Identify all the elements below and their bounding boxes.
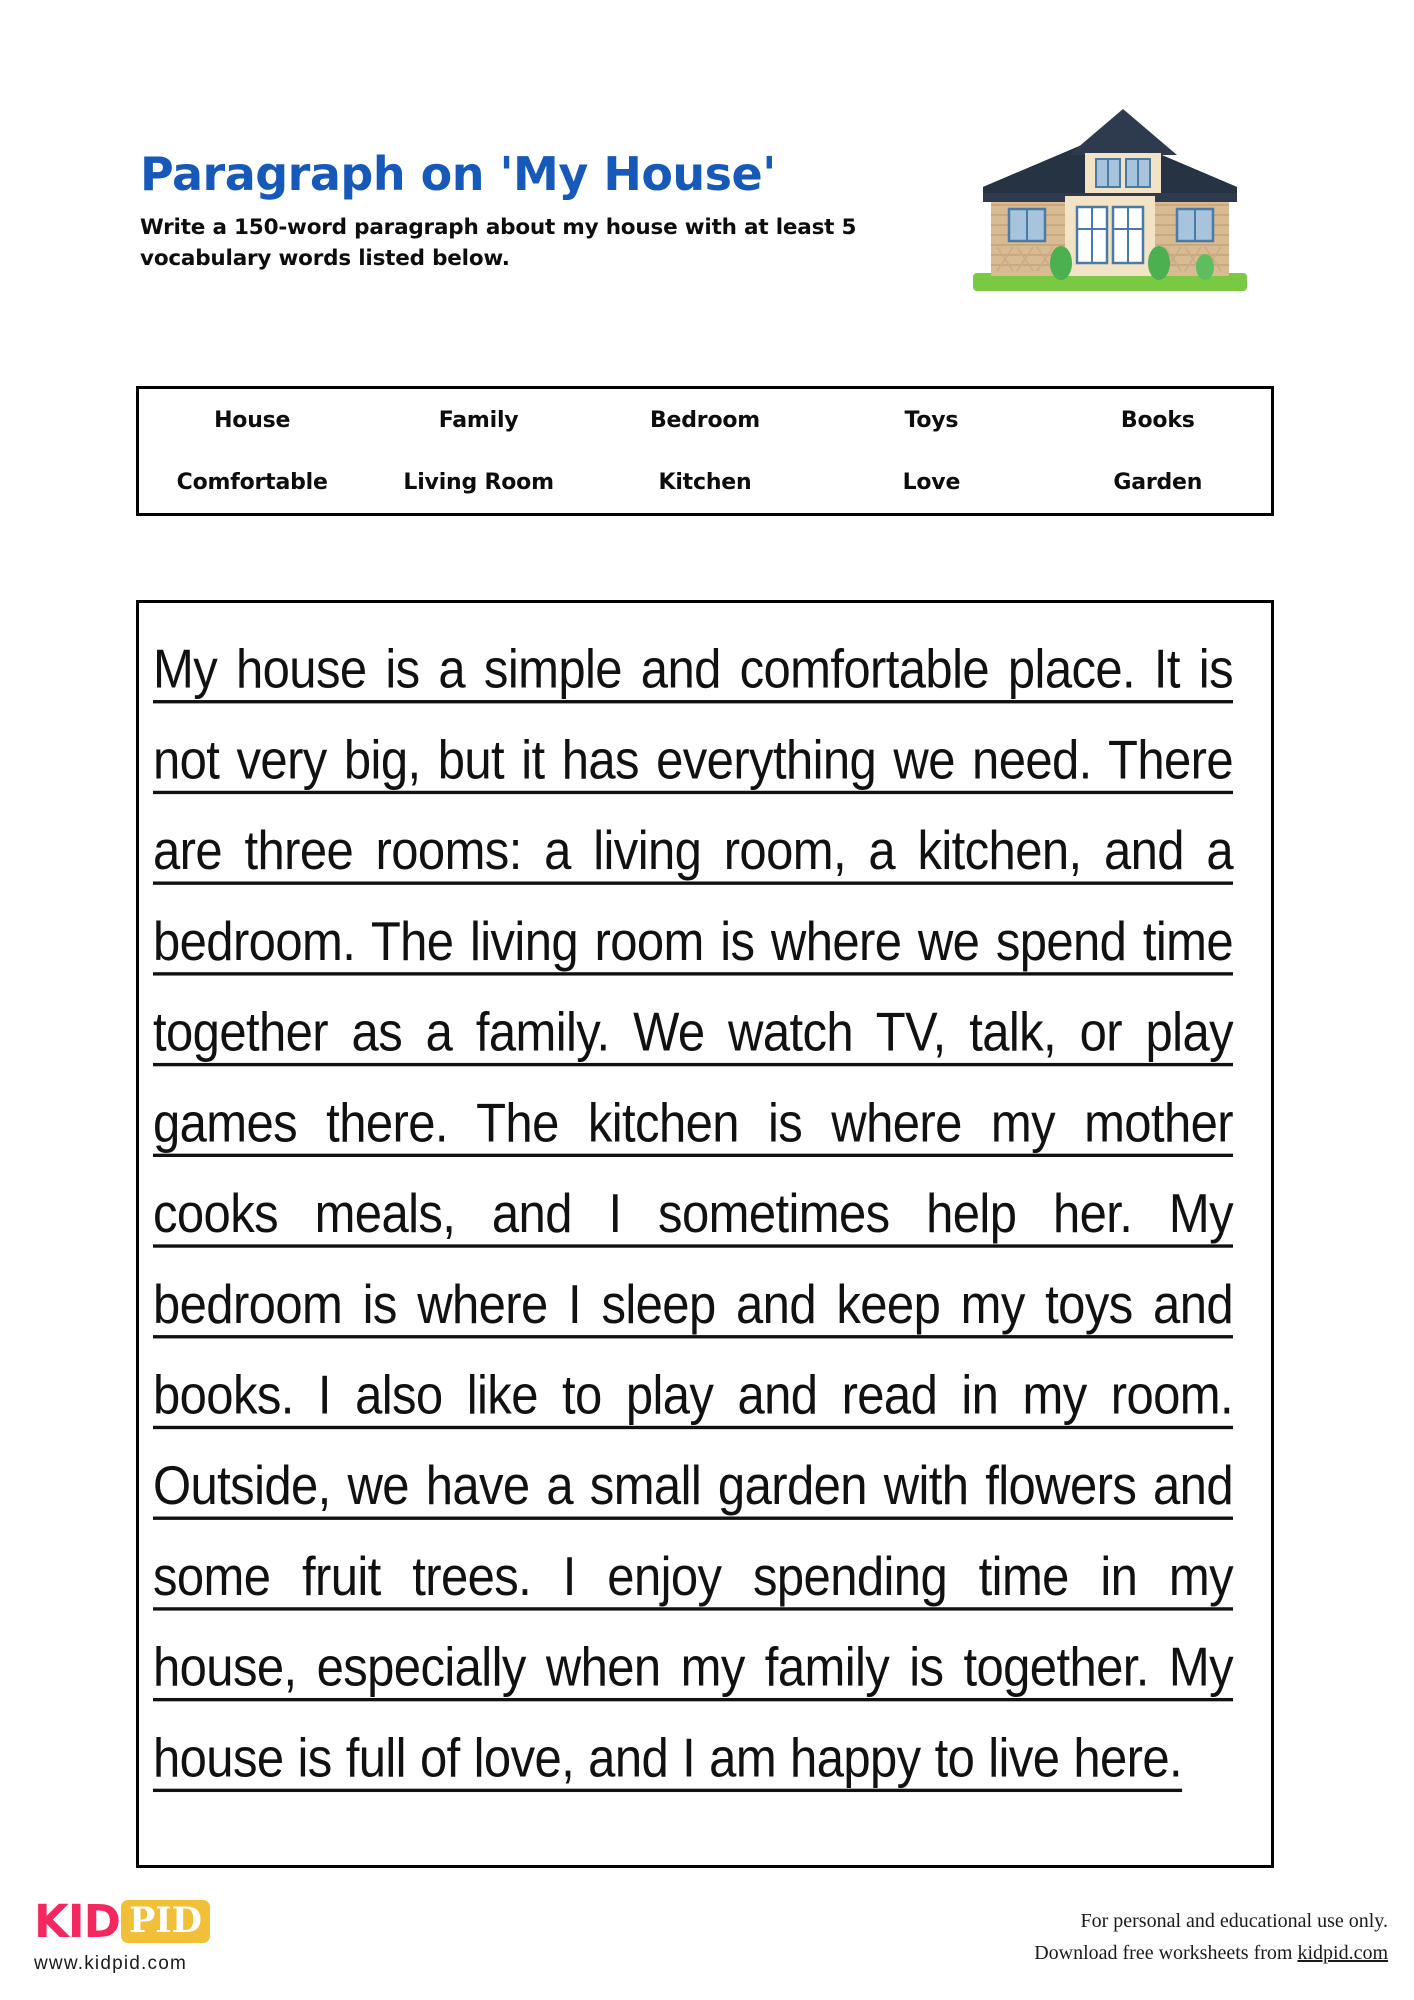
- vocabulary-word: Comfortable: [176, 469, 328, 495]
- kidpid-link[interactable]: kidpid.com: [1297, 1942, 1388, 1964]
- vocabulary-word: Love: [902, 469, 961, 495]
- vocabulary-grid: [139, 389, 1271, 513]
- answer-paragraph[interactable]: My house is a simple and comfortable place. It is not very big, but it has everything we need. There are three rooms: a living room, a kitchen, and a bedroom. The living room is where we spend time together as a family. We watch TV, talk, or play games there. The kitchen is where my mother cooks meals, and I sometimes help her. My bedroom is where I sleep and keep my toys and books. I also like to play and read in my room. Outside, we have a small garden with flowers and some fruit trees. I enjoy spending time in my house, especially when my family is together. My house is full of love, and I am happy to live here.: [153, 639, 1233, 1789]
- vocabulary-word: Bedroom: [649, 407, 761, 433]
- instructions-text: Write a 150-word paragraph about my house with at least 5 vocabulary words listed below.: [140, 215, 857, 272]
- kidpid-logo: [34, 1895, 294, 1947]
- vocabulary-box: [136, 386, 1274, 516]
- page-title: Paragraph on 'My House': [140, 147, 776, 201]
- answer-box[interactable]: [136, 600, 1274, 1868]
- worksheet-header: [140, 147, 980, 275]
- vocabulary-word: Family: [438, 407, 519, 433]
- website-url: www.kidpid.com: [34, 1953, 188, 1974]
- answer-inner: [139, 603, 1271, 1789]
- footer-note: [1034, 1905, 1388, 1969]
- logo-pid-chip: [121, 1900, 210, 1943]
- download-notice-text: Download free worksheets from: [1034, 1942, 1298, 1964]
- logo-kid-text: KID: [34, 1894, 120, 1948]
- vocabulary-word: Living Room: [403, 469, 554, 495]
- vocabulary-word: House: [214, 407, 291, 433]
- download-notice: [1034, 1937, 1388, 1969]
- logo-pid-text: PID: [128, 1899, 203, 1941]
- vocabulary-word: Books: [1120, 407, 1195, 433]
- vocabulary-word: Kitchen: [658, 469, 752, 495]
- vocabulary-word: Garden: [1113, 469, 1203, 495]
- house-illustration: [965, 95, 1255, 300]
- footer-branding: [34, 1895, 294, 1975]
- vocabulary-word: Toys: [904, 407, 959, 433]
- usage-notice: For personal and educational use only.: [1080, 1910, 1388, 1932]
